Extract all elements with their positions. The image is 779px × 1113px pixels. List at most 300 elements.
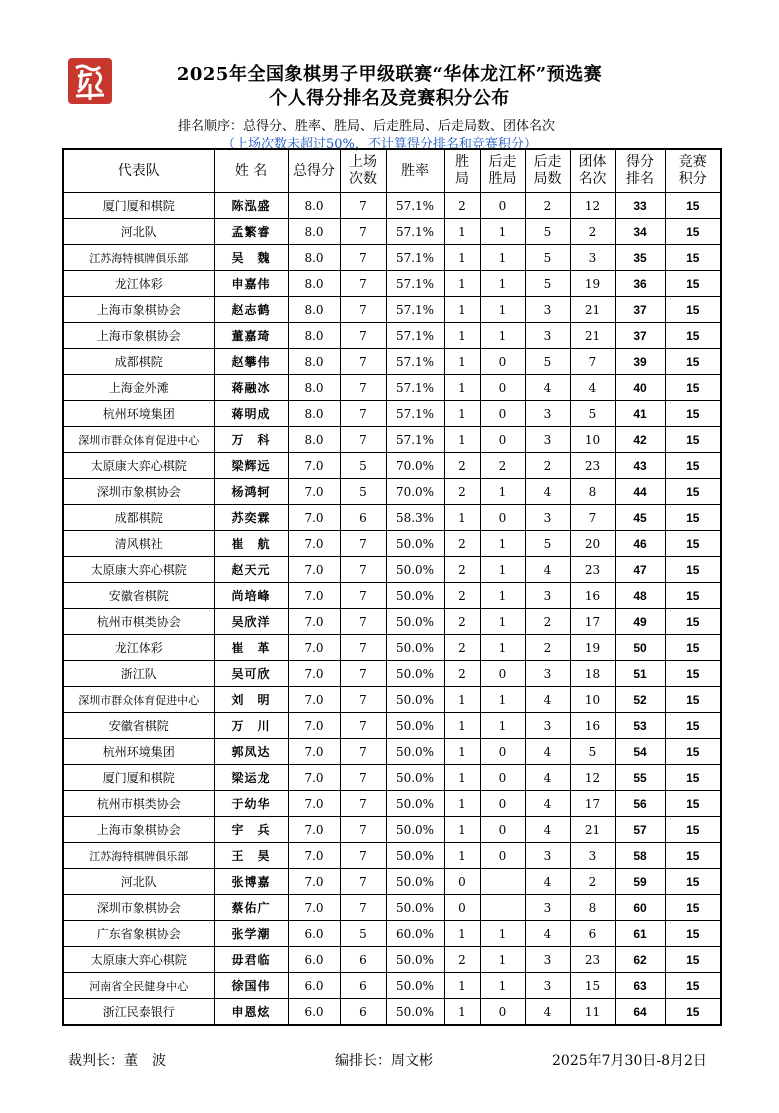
cell-score-rank: 36 [615,271,665,297]
cell-wins: 0 [444,895,480,921]
cell-games: 7 [340,401,386,427]
cell-back-games: 4 [525,739,570,765]
cell-score-rank: 37 [615,297,665,323]
cell-score: 8.0 [288,193,340,219]
cell-name: 尚培峰 [214,583,288,609]
cell-win-rate: 57.1% [386,271,444,297]
cell-score-rank: 39 [615,349,665,375]
cell-back-games: 3 [525,401,570,427]
cell-wins: 1 [444,739,480,765]
sort-order-text: 排名顺序：总得分、胜率、胜局、后走胜局、后走局数、团体名次 [178,119,556,134]
cell-games: 7 [340,349,386,375]
table-row [63,375,721,401]
cell-win-rate: 50.0% [386,661,444,687]
cell-score-rank: 43 [615,453,665,479]
cell-name: 王 昊 [214,843,288,869]
cell-name: 梁运龙 [214,765,288,791]
cell-back-wins: 0 [480,817,525,843]
cell-score: 6.0 [288,921,340,947]
cell-back-games: 3 [525,323,570,349]
cell-score-rank: 41 [615,401,665,427]
cell-score-rank: 34 [615,219,665,245]
cell-team-rank: 8 [570,895,615,921]
cell-back-games: 5 [525,531,570,557]
cell-team: 广东省象棋协会 [63,921,214,947]
cell-name: 万 川 [214,713,288,739]
table-row [63,479,721,505]
cell-team: 安徽省棋院 [63,713,214,739]
cell-score: 8.0 [288,219,340,245]
cell-win-rate: 50.0% [386,869,444,895]
cell-score: 8.0 [288,427,340,453]
cell-score-rank: 64 [615,999,665,1026]
cell-back-wins: 0 [480,843,525,869]
table-row [63,973,721,999]
table-row [63,453,721,479]
cell-team-rank: 7 [570,505,615,531]
cell-win-rate: 50.0% [386,583,444,609]
cell-team: 杭州市棋类协会 [63,791,214,817]
cell-points: 15 [665,843,721,869]
cell-back-wins: 1 [480,219,525,245]
cell-score: 7.0 [288,453,340,479]
table-header-row [63,149,721,193]
cell-back-wins: 1 [480,947,525,973]
cell-points: 15 [665,869,721,895]
cell-score: 7.0 [288,609,340,635]
cell-score: 8.0 [288,349,340,375]
cell-wins: 2 [444,635,480,661]
cell-wins: 2 [444,609,480,635]
cell-games: 7 [340,583,386,609]
cell-back-wins [480,895,525,921]
ranking-table-body [63,193,721,1026]
date-text: 2025年7月30日-8月2日 [552,1053,707,1069]
cell-team-rank: 12 [570,765,615,791]
cell-back-games: 3 [525,661,570,687]
column-header-back-wins: 后走 胜局 [480,149,525,193]
cell-games: 7 [340,245,386,271]
cell-win-rate: 57.1% [386,401,444,427]
cell-points: 15 [665,505,721,531]
table-row [63,531,721,557]
cell-score: 6.0 [288,999,340,1026]
cell-back-wins [480,869,525,895]
table-row [63,999,721,1026]
cell-games: 7 [340,739,386,765]
cell-wins: 1 [444,843,480,869]
cell-points: 15 [665,791,721,817]
table-row [63,427,721,453]
cell-win-rate: 50.0% [386,999,444,1026]
cell-team: 杭州市棋类协会 [63,609,214,635]
cell-games: 7 [340,219,386,245]
cell-back-wins: 1 [480,635,525,661]
cell-score-rank: 44 [615,479,665,505]
cell-team-rank: 17 [570,609,615,635]
cell-score-rank: 59 [615,869,665,895]
cell-points: 15 [665,609,721,635]
cell-score-rank: 57 [615,817,665,843]
cell-name: 吴 魏 [214,245,288,271]
cell-back-games: 3 [525,505,570,531]
cell-team: 厦门厦和棋院 [63,193,214,219]
cell-wins: 2 [444,557,480,583]
cell-back-wins: 0 [480,193,525,219]
cell-team-rank: 3 [570,245,615,271]
cell-score: 7.0 [288,557,340,583]
cell-team: 杭州环境集团 [63,739,214,765]
cell-name: 刘 明 [214,687,288,713]
cell-name: 吴可欣 [214,661,288,687]
cell-win-rate: 50.0% [386,609,444,635]
cell-name: 孟繁睿 [214,219,288,245]
cell-score-rank: 46 [615,531,665,557]
cell-team-rank: 11 [570,999,615,1026]
cell-games: 7 [340,687,386,713]
cell-team: 上海金外滩 [63,375,214,401]
cell-score: 7.0 [288,843,340,869]
cell-games: 7 [340,661,386,687]
cell-back-games: 3 [525,895,570,921]
cell-back-games: 3 [525,297,570,323]
table-row [63,791,721,817]
cell-back-games: 4 [525,375,570,401]
cell-score-rank: 37 [615,323,665,349]
cell-back-games: 3 [525,427,570,453]
cell-wins: 2 [444,947,480,973]
cell-wins: 1 [444,687,480,713]
cell-back-wins: 0 [480,739,525,765]
cell-name: 蒋融冰 [214,375,288,401]
cell-team: 厦门厦和棋院 [63,765,214,791]
cell-games: 7 [340,271,386,297]
cell-games: 7 [340,713,386,739]
cell-points: 15 [665,921,721,947]
cell-back-games: 3 [525,947,570,973]
cell-back-wins: 1 [480,687,525,713]
table-row [63,193,721,219]
cell-back-wins: 1 [480,271,525,297]
cell-score: 7.0 [288,713,340,739]
cell-win-rate: 50.0% [386,843,444,869]
cell-games: 6 [340,973,386,999]
cell-team-rank: 5 [570,739,615,765]
cell-score-rank: 51 [615,661,665,687]
cell-score: 7.0 [288,895,340,921]
cell-games: 7 [340,843,386,869]
cell-team-rank: 18 [570,661,615,687]
cell-win-rate: 50.0% [386,947,444,973]
cell-games: 7 [340,817,386,843]
cell-back-games: 2 [525,635,570,661]
cell-team: 浙江队 [63,661,214,687]
cell-score: 6.0 [288,947,340,973]
cell-win-rate: 50.0% [386,765,444,791]
cell-back-games: 4 [525,921,570,947]
eligibility-note: （上场次数未超过50%，不计算得分排名和竞赛积分） [222,137,537,152]
cell-back-games: 4 [525,791,570,817]
cell-games: 7 [340,375,386,401]
cell-team: 河北队 [63,869,214,895]
cell-points: 15 [665,635,721,661]
cell-score-rank: 62 [615,947,665,973]
cell-games: 7 [340,869,386,895]
cell-win-rate: 57.1% [386,375,444,401]
cell-back-wins: 0 [480,427,525,453]
cell-name: 梁辉远 [214,453,288,479]
cell-win-rate: 57.1% [386,349,444,375]
cell-wins: 2 [444,583,480,609]
cell-points: 15 [665,765,721,791]
cell-games: 7 [340,323,386,349]
cell-team: 杭州环境集团 [63,401,214,427]
cell-score-rank: 49 [615,609,665,635]
cell-wins: 1 [444,219,480,245]
cell-win-rate: 50.0% [386,687,444,713]
table-row [63,271,721,297]
cell-games: 6 [340,505,386,531]
table-row [63,557,721,583]
cell-name: 赵攀伟 [214,349,288,375]
cell-team: 清风棋社 [63,531,214,557]
cell-wins: 0 [444,869,480,895]
cell-name: 陈泓盛 [214,193,288,219]
cell-back-wins: 1 [480,609,525,635]
cell-score-rank: 55 [615,765,665,791]
cell-name: 杨鸿轲 [214,479,288,505]
cell-wins: 1 [444,297,480,323]
cell-games: 6 [340,999,386,1026]
cell-team: 河北队 [63,219,214,245]
cell-score-rank: 47 [615,557,665,583]
cell-win-rate: 57.1% [386,323,444,349]
cell-points: 15 [665,349,721,375]
cell-win-rate: 60.0% [386,921,444,947]
cell-team-rank: 8 [570,479,615,505]
cell-back-games: 4 [525,817,570,843]
cell-win-rate: 57.1% [386,427,444,453]
cell-score: 7.0 [288,869,340,895]
cell-wins: 1 [444,375,480,401]
cell-score: 8.0 [288,323,340,349]
cell-back-games: 3 [525,843,570,869]
cell-score: 7.0 [288,635,340,661]
table-row [63,219,721,245]
cell-score: 6.0 [288,973,340,999]
cell-games: 7 [340,765,386,791]
cell-games: 7 [340,531,386,557]
cell-score: 7.0 [288,583,340,609]
cell-score: 7.0 [288,531,340,557]
cell-wins: 2 [444,453,480,479]
cell-team: 深圳市象棋协会 [63,895,214,921]
cell-wins: 1 [444,349,480,375]
cell-points: 15 [665,661,721,687]
cell-back-wins: 1 [480,921,525,947]
cell-wins: 1 [444,505,480,531]
cell-team: 深圳市群众体育促进中心 [63,687,214,713]
cell-points: 15 [665,739,721,765]
cell-back-wins: 0 [480,505,525,531]
cell-name: 万 科 [214,427,288,453]
cell-score-rank: 56 [615,791,665,817]
cell-win-rate: 70.0% [386,479,444,505]
cell-team-rank: 3 [570,843,615,869]
cell-score: 8.0 [288,271,340,297]
table-row [63,947,721,973]
cell-back-wins: 1 [480,323,525,349]
cell-points: 15 [665,895,721,921]
cell-team-rank: 16 [570,713,615,739]
cell-points: 15 [665,687,721,713]
cell-team: 河南省全民健身中心 [63,973,214,999]
cell-points: 15 [665,271,721,297]
cell-win-rate: 50.0% [386,635,444,661]
cell-back-wins: 0 [480,791,525,817]
cell-back-games: 5 [525,219,570,245]
cell-points: 15 [665,817,721,843]
cell-team: 太原康大弈心棋院 [63,557,214,583]
cell-team-rank: 23 [570,947,615,973]
cell-team-rank: 2 [570,219,615,245]
cell-team-rank: 23 [570,557,615,583]
cell-wins: 1 [444,765,480,791]
cell-score: 7.0 [288,505,340,531]
cell-name: 张学潮 [214,921,288,947]
cell-wins: 1 [444,323,480,349]
cell-wins: 2 [444,479,480,505]
cell-points: 15 [665,557,721,583]
cell-back-wins: 1 [480,479,525,505]
cell-wins: 1 [444,999,480,1026]
cell-team: 安徽省棋院 [63,583,214,609]
cell-team-rank: 17 [570,791,615,817]
cell-team: 江苏海特棋牌俱乐部 [63,843,214,869]
cell-wins: 2 [444,531,480,557]
cell-score-rank: 40 [615,375,665,401]
cell-team-rank: 16 [570,583,615,609]
table-row [63,635,721,661]
cell-points: 15 [665,427,721,453]
cell-games: 5 [340,921,386,947]
cell-name: 徐国伟 [214,973,288,999]
cell-win-rate: 50.0% [386,713,444,739]
cell-team: 江苏海特棋牌俱乐部 [63,245,214,271]
cell-back-games: 2 [525,193,570,219]
cell-back-wins: 1 [480,973,525,999]
cell-games: 5 [340,453,386,479]
cell-team-rank: 21 [570,817,615,843]
cell-back-games: 5 [525,349,570,375]
cell-points: 15 [665,193,721,219]
cell-back-games: 2 [525,453,570,479]
cell-team-rank: 2 [570,869,615,895]
cell-team-rank: 12 [570,193,615,219]
cell-team: 浙江民泰银行 [63,999,214,1026]
cell-back-wins: 1 [480,297,525,323]
cell-wins: 1 [444,817,480,843]
cell-games: 5 [340,479,386,505]
cell-team-rank: 21 [570,323,615,349]
cell-team: 成都棋院 [63,505,214,531]
page-title: 2025年全国象棋男子甲级联赛“华体龙江杯”预选赛 [176,64,603,85]
cell-score-rank: 35 [615,245,665,271]
page-subtitle: 个人得分排名及竞赛积分公布 [269,88,510,109]
cell-team-rank: 10 [570,687,615,713]
cell-score-rank: 63 [615,973,665,999]
cell-wins: 1 [444,973,480,999]
cell-score: 7.0 [288,765,340,791]
cell-team: 龙江体彩 [63,635,214,661]
cell-games: 7 [340,193,386,219]
cell-score-rank: 61 [615,921,665,947]
cell-score-rank: 50 [615,635,665,661]
table-row [63,713,721,739]
cell-back-wins: 0 [480,349,525,375]
cell-points: 15 [665,713,721,739]
table-row [63,609,721,635]
cell-score-rank: 58 [615,843,665,869]
table-row [63,765,721,791]
cell-back-games: 4 [525,687,570,713]
cell-games: 7 [340,297,386,323]
cell-name: 崔 革 [214,635,288,661]
cell-team-rank: 23 [570,453,615,479]
cell-win-rate: 57.1% [386,193,444,219]
cell-team-rank: 19 [570,635,615,661]
cell-team: 成都棋院 [63,349,214,375]
cell-win-rate: 70.0% [386,453,444,479]
column-header-games: 上场 次数 [340,149,386,193]
cell-score: 8.0 [288,401,340,427]
table-row [63,921,721,947]
cell-games: 7 [340,609,386,635]
cell-score: 8.0 [288,297,340,323]
cell-back-wins: 2 [480,453,525,479]
cell-name: 蔡佑广 [214,895,288,921]
cell-team: 上海市象棋协会 [63,817,214,843]
column-header-score-rank: 得分 排名 [615,149,665,193]
cell-back-wins: 0 [480,661,525,687]
cell-back-wins: 0 [480,401,525,427]
column-header-team: 代表队 [63,149,214,193]
cell-name: 于幼华 [214,791,288,817]
table-row [63,739,721,765]
cell-back-wins: 1 [480,713,525,739]
cell-back-games: 4 [525,557,570,583]
cell-back-games: 4 [525,999,570,1026]
cell-back-wins: 0 [480,765,525,791]
cell-name: 赵志鹤 [214,297,288,323]
table-row [63,843,721,869]
table-row [63,895,721,921]
cell-points: 15 [665,401,721,427]
cell-games: 7 [340,635,386,661]
cell-games: 6 [340,947,386,973]
cell-back-wins: 0 [480,375,525,401]
cell-team: 太原康大弈心棋院 [63,453,214,479]
cell-win-rate: 50.0% [386,895,444,921]
cell-points: 15 [665,479,721,505]
cell-games: 7 [340,791,386,817]
cell-name: 吴欣洋 [214,609,288,635]
cell-team-rank: 19 [570,271,615,297]
cell-name: 苏奕霖 [214,505,288,531]
cell-name: 董嘉琦 [214,323,288,349]
cell-team: 上海市象棋协会 [63,297,214,323]
cell-wins: 1 [444,427,480,453]
